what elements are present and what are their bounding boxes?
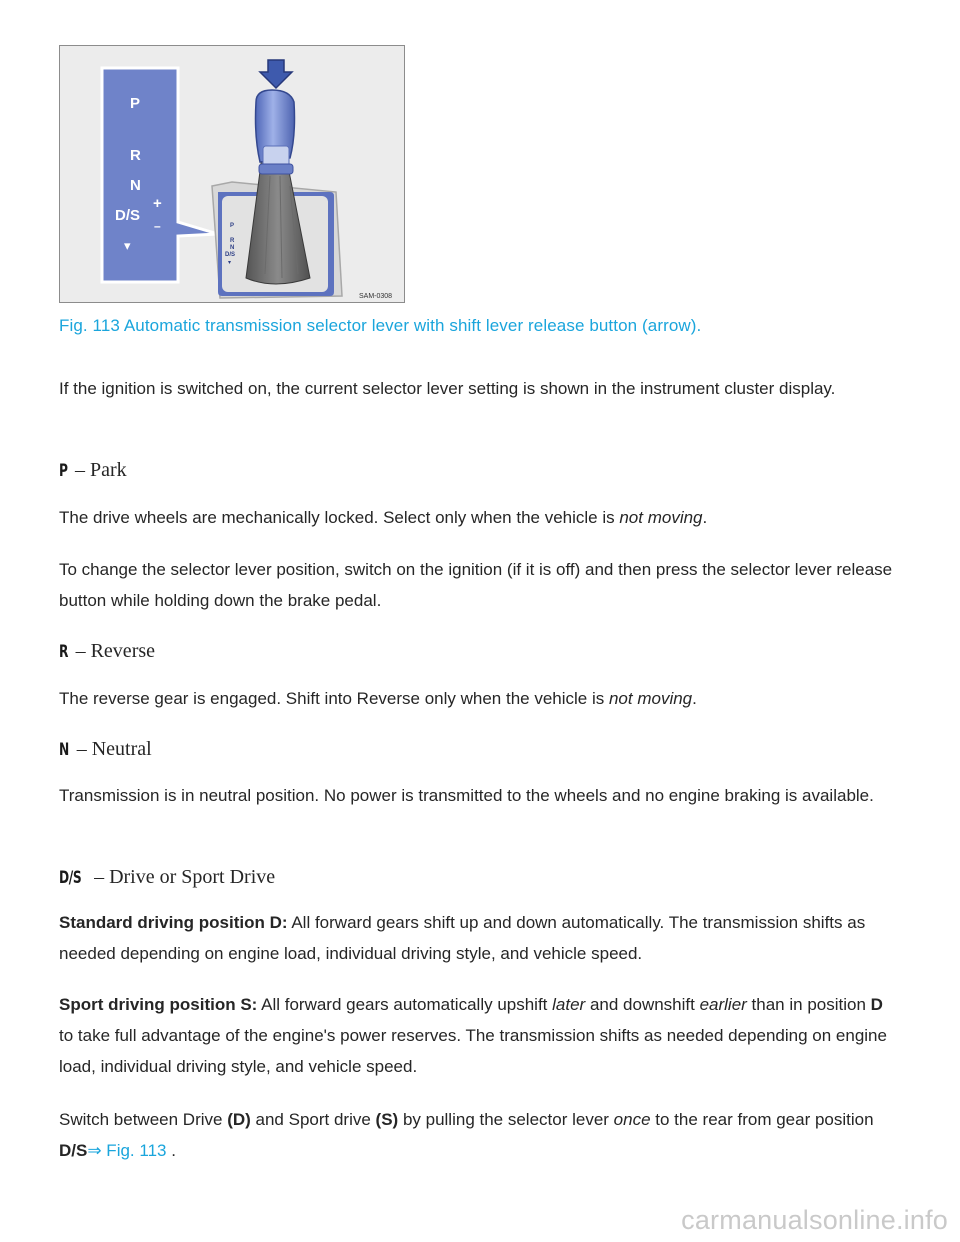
heading-park (59, 459, 127, 482)
console-label-r: R (230, 238, 235, 244)
selector-lever-illustration (60, 46, 404, 302)
reverse-paragraph: The reverse gear is engaged. Shift into Reverse only when the vehicle is not moving. (59, 689, 697, 708)
figure-caption: Fig. 113 Automatic transmission selector lever with shift lever release button (arrow). (59, 316, 702, 335)
heading-neutral (59, 738, 152, 761)
sport-position-paragraph: Sport driving position S: All forward gears automatically upshift later and downshift earlier than in position D to take full advantage of the engine's power reserves. The transmission shifts as needed depending on engine load, individual driving style, and vehicle speed. (59, 995, 887, 1076)
watermark: carmanualsonline.info (681, 1205, 948, 1235)
console-label-ds: D/S (225, 252, 236, 258)
panel-label-ds: D/S (115, 207, 141, 224)
panel-label-n: N (130, 177, 141, 194)
drive-symbol: D/S (59, 867, 82, 888)
panel-plus: + (153, 195, 162, 212)
console-label-n: N (230, 245, 235, 251)
reverse-symbol: R (59, 641, 69, 662)
fig-113-link[interactable]: ⇒ Fig. 113 (87, 1141, 167, 1160)
panel-label-p: P (130, 95, 141, 112)
heading-dash: – (94, 866, 105, 888)
panel-label-r: R (130, 147, 141, 164)
switch-mode-paragraph: Switch between Drive (D) and Sport drive (S) by pulling the selector lever once to the rear from gear position D/S⇒ Fig. 113 . (59, 1110, 874, 1160)
neutral-paragraph: Transmission is in neutral position. No power is transmitted to the wheels and no engine braking is available. (59, 786, 874, 805)
park-symbol: P (59, 460, 68, 481)
console-label-p: P (230, 223, 235, 229)
heading-dash: – (74, 459, 85, 481)
gear-panel-callout (102, 68, 218, 282)
park-paragraph-2: To change the selector lever position, switch on the ignition (if it is off) and then press the selector lever release button while holding down the brake pedal. (59, 560, 893, 610)
heading-reverse (59, 640, 155, 663)
heading-dash: – (75, 640, 86, 662)
image-code: SAM-0308 (359, 293, 393, 300)
panel-minus: – (154, 219, 161, 233)
release-button-arrow-icon (260, 60, 292, 88)
heading-reverse-title: Reverse (90, 640, 156, 662)
intro-paragraph: If the ignition is switched on, the current selector lever setting is shown in the instrument cluster display. (59, 379, 836, 398)
heading-park-title: Park (89, 459, 127, 481)
heading-drive (59, 866, 275, 889)
figure-113 (59, 45, 405, 303)
heading-dash: – (76, 738, 87, 760)
panel-label-down: ▾ (124, 239, 131, 254)
heading-drive-title: Drive or Sport Drive (109, 866, 276, 888)
park-paragraph-1: The drive wheels are mechanically locked. Select only when the vehicle is not moving. (59, 508, 708, 527)
heading-neutral-title: Neutral (91, 738, 152, 760)
neutral-symbol: N (59, 739, 69, 760)
standard-position-paragraph: Standard driving position D: All forward gears shift up and down automatically. The transmission shifts as needed depending on engine load, individual driving style, and vehicle speed. (59, 913, 866, 963)
console-label-down: ▾ (228, 259, 232, 266)
